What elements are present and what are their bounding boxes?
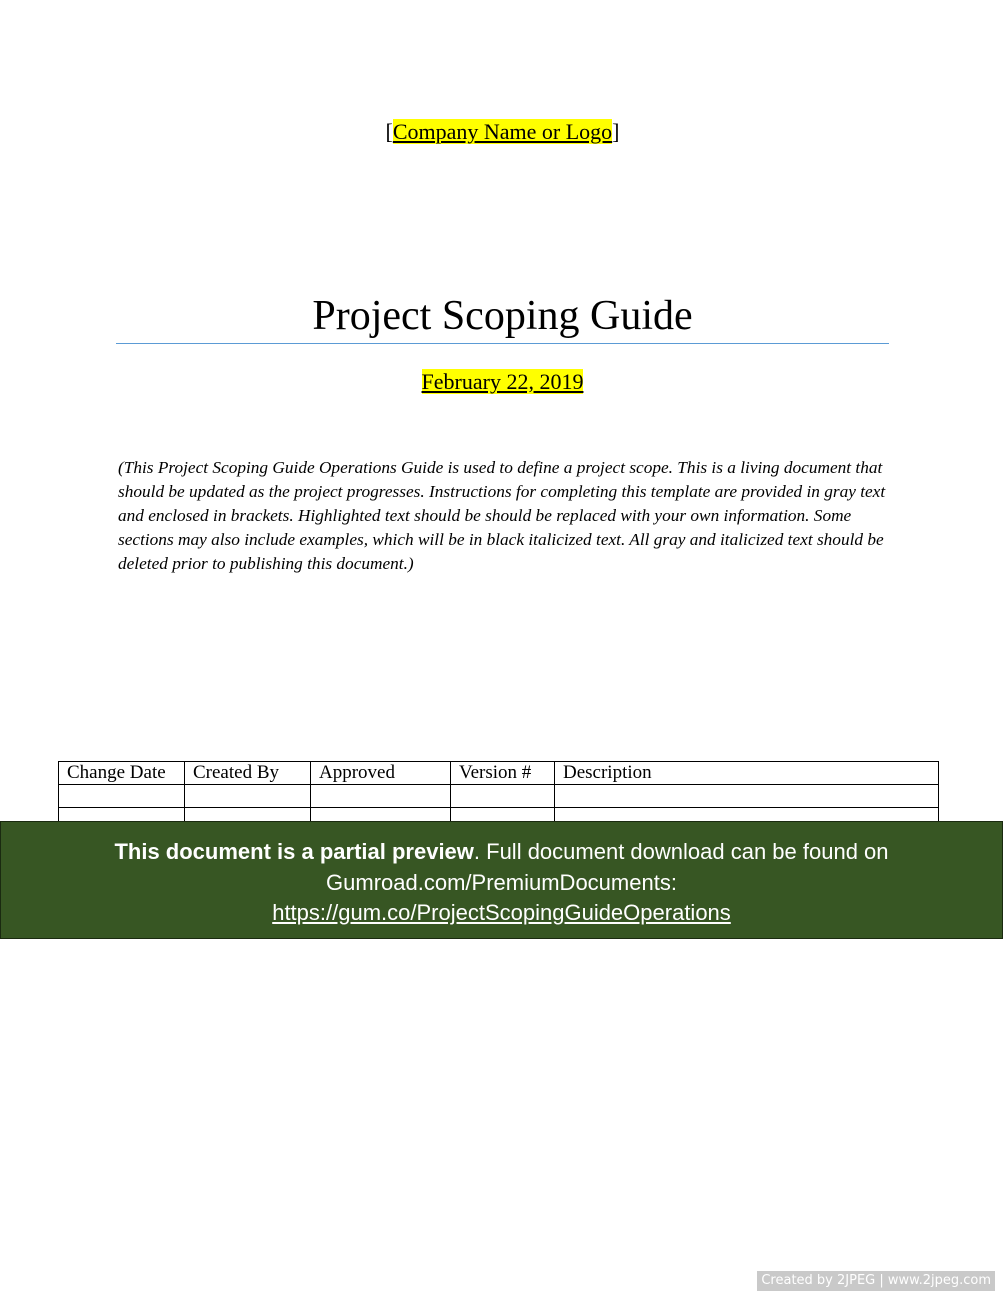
table-cell	[451, 785, 555, 808]
banner-line-1	[1, 837, 1002, 868]
title-divider	[116, 343, 889, 344]
banner-text: . Full document download can be found on	[473, 839, 889, 864]
watermark-badge: Created by 2JPEG | www.2jpeg.com	[757, 1271, 995, 1291]
header-approved: Approved	[311, 762, 451, 785]
banner-bold-text: This document is a partial preview	[114, 839, 474, 864]
partial-preview-banner	[0, 821, 1003, 939]
instructions-paragraph: (This Project Scoping Guide Operations Guide is used to define a project scope. This is a living document that should be updated as the project progresses. Instructions for completing this template are provided in gray text and enclosed in brackets. Highlighted text should be should be replaced with your own information. Some sections may also include examples, which will be in black italicized text. All gray and italicized text should be deleted prior to publishing this document.)	[118, 458, 886, 573]
company-placeholder	[0, 118, 1005, 146]
header-change-date: Change Date	[59, 762, 185, 785]
table-cell	[185, 785, 311, 808]
table-cell	[59, 785, 185, 808]
header-description: Description	[555, 762, 939, 785]
table-cell	[311, 785, 451, 808]
company-name-highlight: Company Name or Logo	[392, 119, 613, 144]
download-link[interactable]: https://gum.co/ProjectScopingGuideOperations	[272, 900, 731, 925]
document-date	[0, 368, 1005, 396]
table-header-row	[59, 762, 939, 785]
company-bracket-close: ]	[612, 119, 620, 144]
table-row	[59, 785, 939, 808]
header-created-by: Created By	[185, 762, 311, 785]
document-title: Project Scoping Guide	[312, 293, 693, 339]
company-bracket-open: [	[385, 119, 393, 144]
banner-line-2: Gumroad.com/PremiumDocuments:	[326, 869, 677, 895]
table-cell	[555, 785, 939, 808]
date-highlight: February 22, 2019	[421, 369, 584, 394]
header-version: Version #	[451, 762, 555, 785]
